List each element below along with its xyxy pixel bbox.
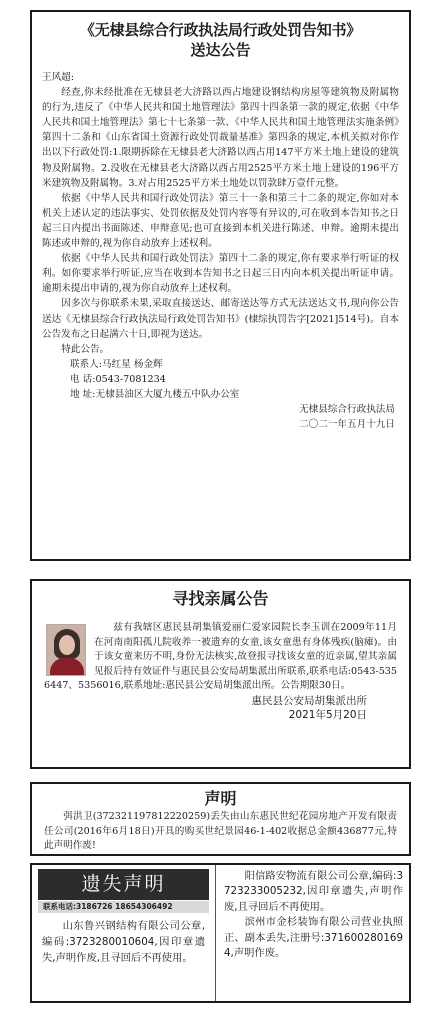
paragraph-closing: 特此公告。	[61, 343, 110, 355]
notice-title: 《无棣县综合行政执法局行政处罚告知书》	[79, 21, 362, 39]
loss-statement-banner: 遗失声明	[38, 869, 209, 900]
penalty-notice	[30, 10, 411, 561]
paragraph-statement-rights: 依据《中华人民共和国行政处罚法》第三十一条和第三十二条的规定,你如对本机关上述认定的违法事实、处罚依据及处罚内容等有异议的,可在收到本告知书之日起三日内提出书面陈述、申辩意见;也可直接到本机关进行陈述、申辩。逾期未提出陈述或申辩的,视为你自动放弃上述权利。	[42, 192, 399, 250]
paragraph-hearing-rights: 依据《中华人民共和国行政处罚法》第四十二条的规定,你有要求举行听证的权利。如你要求举行听证,应当在收到本告知书之日起三日内向本机关提出听证申请。逾期未提出申请的,视为你自动放弃上述权利。	[42, 253, 399, 295]
signer: 无棣县综合行政执法局	[299, 404, 395, 416]
addressee: 王风超:	[42, 72, 75, 83]
contact-person: 联系人:马红星 杨金辉	[70, 358, 163, 370]
relatives-search-notice	[30, 579, 411, 769]
loss-statement-right	[215, 865, 409, 1001]
signer: 惠民县公安局胡集派出所	[251, 694, 367, 707]
loss-item-logistics: 阳信路安物流有限公司公章,编码:3723233005232,因印章遗失,声明作废,且寻回后不再使用。	[224, 870, 403, 913]
contact-phone-strip: 联系电话:3186726 18654306492	[38, 901, 209, 913]
notice-title: 声明	[204, 789, 237, 808]
loss-item-decoration: 滨州市金杉装饰有限公司营业执照正、副本丢失,注册号:3716002801694,声明作废。	[224, 916, 403, 960]
notice-title: 寻找亲属公告	[172, 589, 269, 608]
paragraph-facts: 经查,你未经批准在无棣县老大济路以西占地建设钢结构房屋等建筑物及附属物的行为,违反了《中华人民共和国土地管理法》第四十四条第一款的规定,依据《中华人民共和国土地管理法》第七十七条第一款、《中华人民共和国土地管理法实施条例》第四十二条和《山东省国土资源行政处罚裁量基准》第四条的规定,本机关拟对你作出以下行政处罚:1.限期拆除在无棣县老大济路以西占用147平方米土地上建设的建筑物及附属物。2.没收在无棣县老大济路以西占用2525平方米土地上建设的196平方米建筑物及附属物。3.对占用2525平方米土地处以罚款肆万壹仟元整。	[42, 87, 399, 189]
contact-address: 地 址:无棣县油区大厦九楼五中队办公室	[70, 388, 240, 400]
sign-date: 2021年5月20日	[288, 708, 367, 721]
loss-statement-block	[30, 863, 411, 1003]
loss-item-steel: 山东鲁兴钢结构有限公司公章,编码:3723280010604,因印章遗失,声明作废,且寻回后不再使用。	[42, 920, 205, 964]
sign-date: 二〇二一年五月十九日	[299, 419, 395, 431]
statement-notice	[30, 782, 411, 856]
notice-body: 弭洪卫(372321197812220259)丢失由山东惠民世纪花园房地产开发有限责任公司(2016年6月18日)开具的购买世纪景园46-1-402收据总金额436877元,特此声明作废!	[44, 811, 397, 852]
contact-phone: 电 话:0543-7081234	[70, 373, 166, 385]
paragraph-service: 因多次与你联系未果,采取直接送达、邮寄送达等方式无法送达文书,现向你公告送达《无棣县综合行政执法局行政处罚告知书》(棣综执罚告字[2021]514号)。自本公告发布之日起满六十日,即视为送达。	[42, 298, 399, 340]
person-photo-icon	[46, 624, 86, 676]
notice-subtitle: 送达公告	[190, 41, 251, 59]
notice-body: 兹有我辖区惠民县胡集镇爱丽仁爱家园院长李玉训在2009年11月在河南南阳孤儿院收养一被遗弃的女童,该女童患有身体残疾(脑瘫)。由于该女童来历不明,身份无法核实,故登报寻找该女童的近亲属,望其亲属见报后持有效证件与惠民县公安局胡集派出所联系,联系电话:0543-5356447、5356016,联系地址:惠民县公安局胡集派出所。公告期限30日。	[44, 622, 397, 692]
loss-statement-left	[32, 865, 215, 1001]
